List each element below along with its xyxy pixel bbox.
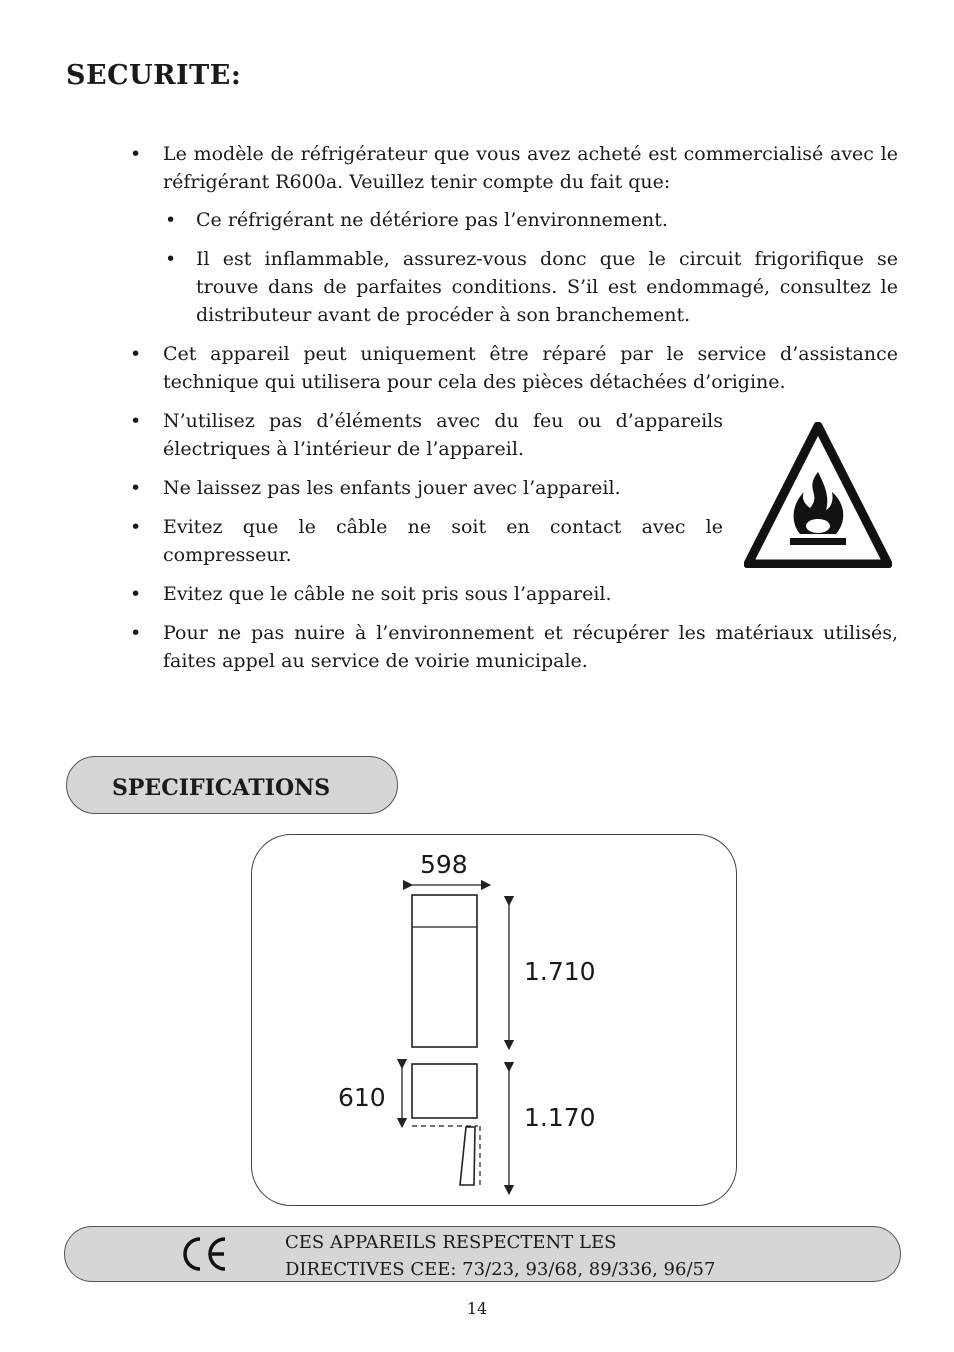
sub-list-item: • Il est inflammable, assurez-vous donc que le circuit frigorifique se trouve dans de parfaites conditions. S’il est endommagé, consultez le distributeur avant de procéder à son branchement. bbox=[163, 245, 898, 329]
specifications-heading: SPECIFICATIONS bbox=[112, 775, 331, 801]
dimensions-diagram bbox=[251, 834, 737, 1206]
list-item: • Cet appareil peut uniquement être réparé par le service d’assistance technique qui utilisera pour cela des pièces détachées d’origine. bbox=[130, 340, 898, 396]
safety-list bbox=[130, 140, 898, 686]
height-label: 1.710 bbox=[524, 957, 596, 986]
width-label: 598 bbox=[420, 850, 468, 879]
ce-line-1: CES APPAREILS RESPECTENT LES bbox=[285, 1232, 617, 1253]
specifications-tab bbox=[66, 756, 398, 814]
page-title: SECURITE: bbox=[66, 60, 242, 91]
depth-open-label: 1.170 bbox=[524, 1103, 596, 1132]
sub-list-item: • Ce réfrigérant ne détériore pas l’environnement. bbox=[163, 206, 898, 234]
bullet-text: Le modèle de réfrigérateur que vous avez acheté est commercialisé avec le réfrigérant R600a. Veuillez tenir compte du fait que: bbox=[163, 143, 898, 193]
depth-label: 610 bbox=[338, 1083, 386, 1112]
ce-mark-icon bbox=[179, 1235, 229, 1273]
ce-directives-text bbox=[285, 1229, 715, 1283]
fridge-diagram-icon bbox=[252, 835, 738, 1207]
list-item bbox=[130, 140, 898, 329]
ce-compliance-bar bbox=[64, 1226, 901, 1282]
list-item: • Ne laissez pas les enfants jouer avec l’appareil. bbox=[130, 474, 723, 502]
list-item: • Pour ne pas nuire à l’environnement et récupérer les matériaux utilisés, faites appel au service de voirie municipale. bbox=[130, 619, 898, 675]
ce-line-2: DIRECTIVES CEE: 73/23, 93/68, 89/336, 96/57 bbox=[285, 1259, 716, 1280]
list-item: • Evitez que le câble ne soit pris sous l’appareil. bbox=[130, 580, 898, 608]
list-item: • Evitez que le câble ne soit en contact avec le compresseur. bbox=[130, 513, 723, 569]
page-number: 14 bbox=[466, 1299, 488, 1318]
sub-list bbox=[163, 206, 898, 329]
flammable-warning-icon bbox=[744, 422, 892, 568]
list-item: • N’utilisez pas d’éléments avec du feu ou d’appareils électriques à l’intérieur de l’appareil. bbox=[130, 407, 723, 463]
